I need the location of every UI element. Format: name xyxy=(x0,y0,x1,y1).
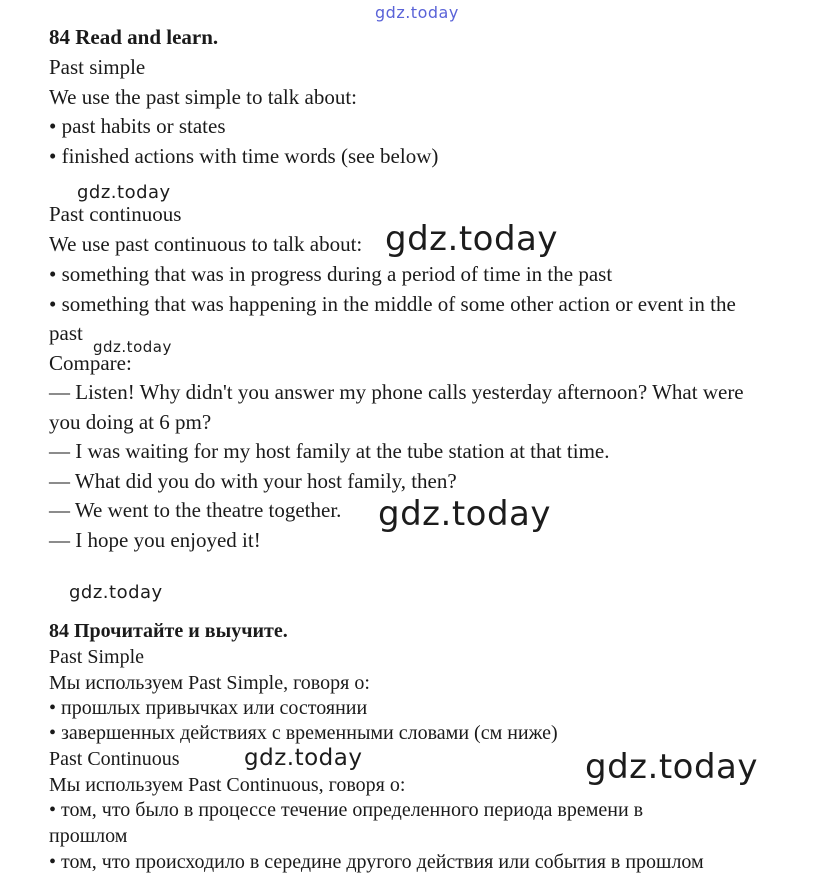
watermark: gdz.today xyxy=(77,182,171,203)
past-simple-title-ru: Past Simple xyxy=(49,646,145,668)
past-continuous-intro: We use past continuous to talk about: xyxy=(49,232,363,256)
past-continuous-bullet-continuation: past xyxy=(49,321,83,345)
past-simple-title: Past simple xyxy=(49,55,146,79)
past-simple-bullet-ru: • завершенных действиях с временными словами (см ниже) xyxy=(49,722,558,744)
watermark: gdz.today xyxy=(93,338,172,356)
past-continuous-title-ru: Past Continuous xyxy=(49,748,180,770)
watermark: gdz.today xyxy=(375,3,459,22)
past-continuous-intro-ru: Мы используем Past Continuous, говоря о: xyxy=(49,774,406,796)
past-continuous-bullet-ru: • том, что было в процессе течение определенного периода времени в xyxy=(49,799,644,821)
dialogue-line: — Listen! Why didn't you answer my phone calls yesterday afternoon? What were xyxy=(49,380,744,404)
past-continuous-bullet-continuation-ru: прошлом xyxy=(49,825,128,847)
dialogue-line: — We went to the theatre together. xyxy=(49,498,342,522)
watermark: gdz.today xyxy=(385,219,558,259)
past-continuous-bullet-ru: • том, что происходило в середине другого действия или события в прошлом xyxy=(49,851,704,873)
watermark: gdz.today xyxy=(378,494,551,534)
past-simple-bullet: • finished actions with time words (see below) xyxy=(49,144,439,168)
past-simple-bullet: • past habits or states xyxy=(49,114,226,138)
exercise-heading-ru: 84 Прочитайте и выучите. xyxy=(49,620,288,642)
past-continuous-bullet: • something that was in progress during a period of time in the past xyxy=(49,262,613,286)
past-simple-bullet-ru: • прошлых привычках или состоянии xyxy=(49,697,368,719)
past-continuous-title: Past continuous xyxy=(49,202,182,226)
past-continuous-bullet: • something that was happening in the middle of some other action or event in the xyxy=(49,292,736,316)
dialogue-line: — What did you do with your host family, then? xyxy=(49,469,457,493)
watermark: gdz.today xyxy=(69,582,163,603)
watermark: gdz.today xyxy=(244,745,363,771)
dialogue-line: you doing at 6 pm? xyxy=(49,410,212,434)
dialogue-line: — I was waiting for my host family at the tube station at that time. xyxy=(49,439,610,463)
past-simple-intro: We use the past simple to talk about: xyxy=(49,85,357,109)
past-simple-intro-ru: Мы используем Past Simple, говоря о: xyxy=(49,672,370,694)
compare-title: Compare: xyxy=(49,351,132,375)
watermark: gdz.today xyxy=(585,747,758,787)
exercise-heading: 84 Read and learn. xyxy=(49,25,219,49)
dialogue-line: — I hope you enjoyed it! xyxy=(49,528,261,552)
